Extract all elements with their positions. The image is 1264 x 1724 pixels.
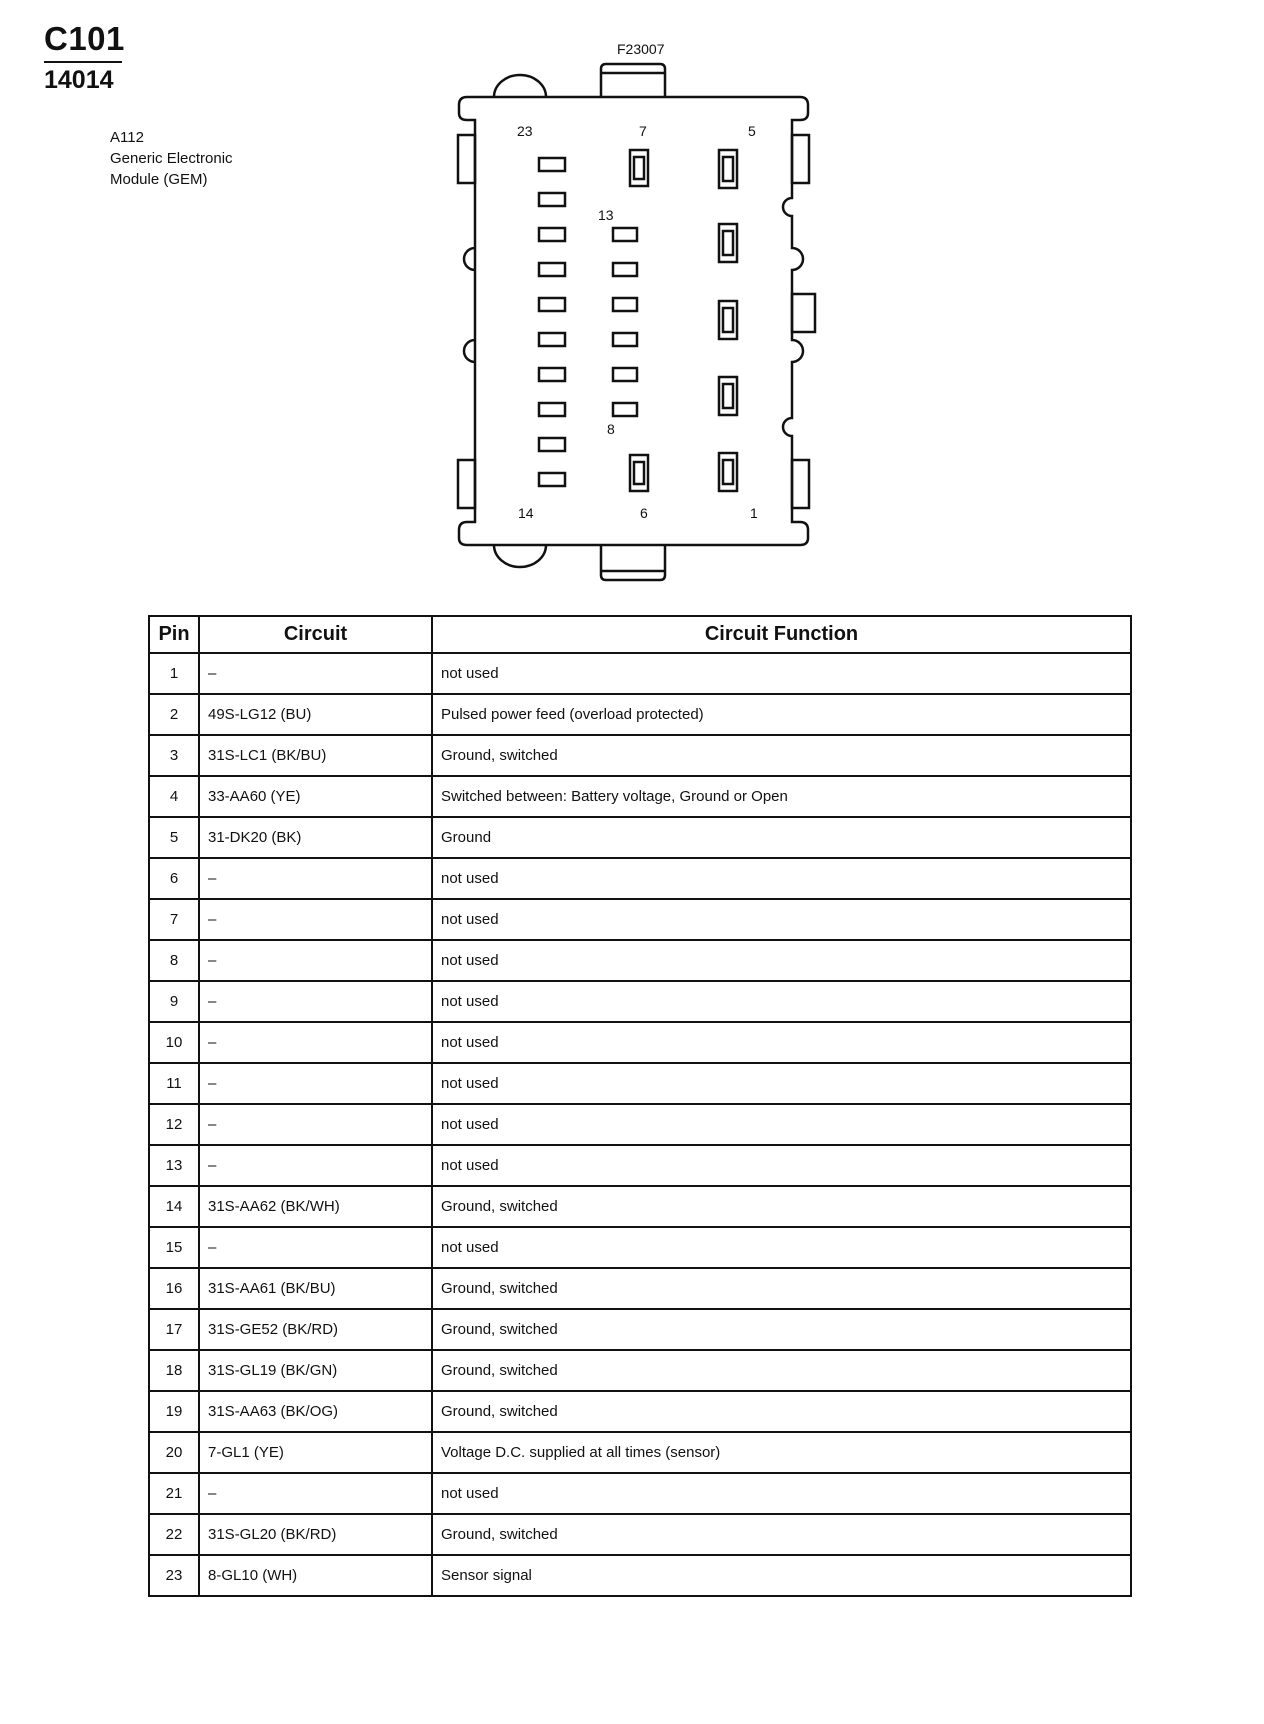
pin-cavity-1 <box>719 453 737 491</box>
pin-label-13: 13 <box>598 207 614 223</box>
pin-cavity-10 <box>613 333 637 346</box>
circuit-function-cell: not used <box>432 1063 1131 1104</box>
pin-cell: 3 <box>149 735 199 776</box>
pin-cell: 5 <box>149 817 199 858</box>
pin-cell: 9 <box>149 981 199 1022</box>
circuit-function-cell: not used <box>432 1473 1131 1514</box>
pin-table <box>148 615 1132 1597</box>
pin-cavity-19 <box>539 298 565 311</box>
pin-cell: 18 <box>149 1350 199 1391</box>
pin-label-6: 6 <box>640 505 648 521</box>
circuit-function-cell: Ground, switched <box>432 1391 1131 1432</box>
circuit-cell: 7-GL1 (YE) <box>199 1432 432 1473</box>
pin-cell: 8 <box>149 940 199 981</box>
table-row <box>149 1432 1131 1473</box>
circuit-cell: – <box>199 1104 432 1145</box>
table-row <box>149 653 1131 694</box>
pin-cell: 20 <box>149 1432 199 1473</box>
circuit-cell: – <box>199 653 432 694</box>
module-name-line2: Module (GEM) <box>110 171 208 188</box>
circuit-function-cell: Switched between: Battery voltage, Ground or Open <box>432 776 1131 817</box>
pin-cell: 17 <box>149 1309 199 1350</box>
pin-cavity-16 <box>539 403 565 416</box>
pin-cavity-18 <box>539 333 565 346</box>
table-row <box>149 1104 1131 1145</box>
pin-cavity-12 <box>613 263 637 276</box>
circuit-cell: 33-AA60 (YE) <box>199 776 432 817</box>
circuit-cell: – <box>199 1022 432 1063</box>
table-row <box>149 858 1131 899</box>
circuit-cell: 31S-GE52 (BK/RD) <box>199 1309 432 1350</box>
circuit-cell: 31S-GL19 (BK/GN) <box>199 1350 432 1391</box>
circuit-cell: – <box>199 899 432 940</box>
pin-label-1: 1 <box>750 505 758 521</box>
table-row <box>149 1145 1131 1186</box>
bottom-locking-tab <box>601 545 665 580</box>
circuit-function-cell: not used <box>432 899 1131 940</box>
table-row <box>149 981 1131 1022</box>
circuit-function-cell: not used <box>432 1227 1131 1268</box>
table-row <box>149 1063 1131 1104</box>
pin-label-5: 5 <box>748 123 756 139</box>
circuit-function-cell: Sensor signal <box>432 1555 1131 1596</box>
circuit-function-cell: Ground, switched <box>432 735 1131 776</box>
circuit-cell: 31-DK20 (BK) <box>199 817 432 858</box>
circuit-header: Circuit <box>199 616 432 653</box>
circuit-function-cell: Ground, switched <box>432 1186 1131 1227</box>
circuit-function-cell: Ground, switched <box>432 1350 1131 1391</box>
circuit-function-cell: Ground, switched <box>432 1268 1131 1309</box>
pin-cell: 16 <box>149 1268 199 1309</box>
table-row <box>149 940 1131 981</box>
pin-cell: 4 <box>149 776 199 817</box>
circuit-cell: 31S-LC1 (BK/BU) <box>199 735 432 776</box>
circuit-cell: 31S-AA63 (BK/OG) <box>199 1391 432 1432</box>
circuit-cell: 8-GL10 (WH) <box>199 1555 432 1596</box>
circuit-cell: 31S-AA61 (BK/BU) <box>199 1268 432 1309</box>
circuit-cell: 31S-GL20 (BK/RD) <box>199 1514 432 1555</box>
table-row <box>149 1391 1131 1432</box>
circuit-cell: 49S-LG12 (BU) <box>199 694 432 735</box>
pin-label-14: 14 <box>518 505 534 521</box>
circuit-cell: – <box>199 1227 432 1268</box>
table-row <box>149 1022 1131 1063</box>
circuit-function-cell: not used <box>432 1022 1131 1063</box>
circuit-function-cell: Pulsed power feed (overload protected) <box>432 694 1131 735</box>
pin-cavity-21 <box>539 228 565 241</box>
pin-cell: 14 <box>149 1186 199 1227</box>
circuit-cell: – <box>199 1145 432 1186</box>
table-row <box>149 1227 1131 1268</box>
bottom-latch-bump <box>494 545 546 567</box>
connector-face-diagram <box>0 0 1264 600</box>
circuit-function-cell: Ground, switched <box>432 1309 1131 1350</box>
pin-cell: 10 <box>149 1022 199 1063</box>
pin-cell: 15 <box>149 1227 199 1268</box>
pin-cavity-14 <box>539 473 565 486</box>
pin-cavity-13 <box>613 228 637 241</box>
pin-cell: 22 <box>149 1514 199 1555</box>
circuit-function-cell: Ground <box>432 817 1131 858</box>
pin-label-7: 7 <box>639 123 647 139</box>
right-side-block-middle <box>792 294 815 332</box>
table-row <box>149 1268 1131 1309</box>
table-row <box>149 1350 1131 1391</box>
pin-header: Pin <box>149 616 199 653</box>
table-row <box>149 694 1131 735</box>
pin-cell: 1 <box>149 653 199 694</box>
top-latch-bump <box>494 75 546 97</box>
pin-cell: 11 <box>149 1063 199 1104</box>
pin-cavity-22 <box>539 193 565 206</box>
pin-cell: 6 <box>149 858 199 899</box>
pin-cavity-2 <box>719 377 737 415</box>
pin-table-body <box>149 653 1131 1596</box>
module-ref: A112 <box>110 129 144 146</box>
pin-cell: 13 <box>149 1145 199 1186</box>
table-row <box>149 1555 1131 1596</box>
circuit-function-cell: Ground, switched <box>432 1514 1131 1555</box>
pin-cavity-20 <box>539 263 565 276</box>
pin-cavity-7 <box>630 150 648 186</box>
circuit-cell: – <box>199 1473 432 1514</box>
circuit-cell: – <box>199 940 432 981</box>
table-row <box>149 1473 1131 1514</box>
circuit-function-cell: not used <box>432 653 1131 694</box>
circuit-function-header: Circuit Function <box>432 616 1131 653</box>
circuit-function-cell: not used <box>432 1145 1131 1186</box>
table-row <box>149 735 1131 776</box>
pin-cell: 19 <box>149 1391 199 1432</box>
circuit-function-cell: not used <box>432 981 1131 1022</box>
table-row <box>149 1186 1131 1227</box>
pin-cavity-4 <box>719 224 737 262</box>
pin-cavity-6 <box>630 455 648 491</box>
pin-cavity-9 <box>613 368 637 381</box>
module-name-line1: Generic Electronic <box>110 150 233 167</box>
table-row <box>149 899 1131 940</box>
pin-cell: 23 <box>149 1555 199 1596</box>
left-side-block-bottom <box>458 460 475 508</box>
circuit-cell: – <box>199 1063 432 1104</box>
circuit-function-cell: Voltage D.C. supplied at all times (sensor) <box>432 1432 1131 1473</box>
right-side-block-top <box>792 135 809 183</box>
pin-label-8: 8 <box>607 421 615 437</box>
pin-cell: 21 <box>149 1473 199 1514</box>
circuit-cell: – <box>199 858 432 899</box>
table-row <box>149 776 1131 817</box>
table-row <box>149 1309 1131 1350</box>
pin-cavity-3 <box>719 301 737 339</box>
table-header-row <box>149 616 1131 653</box>
pin-cavity-17 <box>539 368 565 381</box>
connector-part-label: F23007 <box>617 41 665 57</box>
table-row <box>149 817 1131 858</box>
part-number: 14014 <box>44 66 114 94</box>
pin-cell: 2 <box>149 694 199 735</box>
left-side-block-top <box>458 135 475 183</box>
pin-cavity-5 <box>719 150 737 188</box>
circuit-function-cell: not used <box>432 858 1131 899</box>
pin-cavity-11 <box>613 298 637 311</box>
pin-cavity-8 <box>613 403 637 416</box>
circuit-function-cell: not used <box>432 940 1131 981</box>
circuit-function-cell: not used <box>432 1104 1131 1145</box>
circuit-cell: 31S-AA62 (BK/WH) <box>199 1186 432 1227</box>
right-side-block-bottom <box>792 460 809 508</box>
pin-label-23: 23 <box>517 123 533 139</box>
pin-cavity-15 <box>539 438 565 451</box>
connector-id: C101 <box>44 20 125 57</box>
pin-cavity-23 <box>539 158 565 171</box>
top-locking-tab <box>601 64 665 97</box>
pin-cell: 12 <box>149 1104 199 1145</box>
pin-cell: 7 <box>149 899 199 940</box>
table-row <box>149 1514 1131 1555</box>
circuit-cell: – <box>199 981 432 1022</box>
